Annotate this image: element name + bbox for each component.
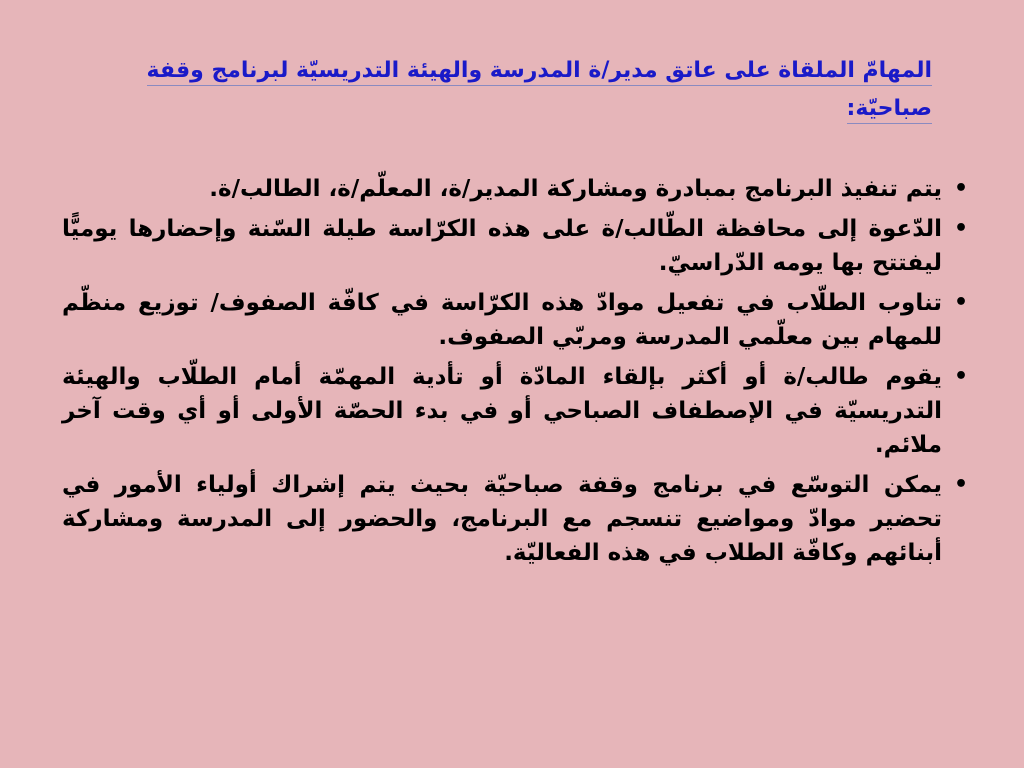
- bullet-text: الدّعوة إلى محافظة الطّالب/ة على هذه الكرّاسة طيلة السّنة وإحضارها يوميًّا ليفتتح بها يومه الدّراسيّ.: [62, 216, 942, 276]
- bullet-text: يتم تنفيذ البرنامج بمبادرة ومشاركة المدير/ة، المعلّم/ة، الطالب/ة.: [209, 176, 942, 202]
- bullet-text: يمكن التوسّع في برنامج وقفة صباحيّة بحيث يتم إشراك أولياء الأمور في تحضير موادّ ومواضيع تنسجم مع البرنامج، والحضور إلى المدرسة ومشاركة أبنائهم وكافّة الطلاب في هذه الفعاليّة.: [62, 472, 942, 566]
- bullet-dot-icon: •: [953, 364, 968, 389]
- bullet-dot-icon: •: [953, 216, 968, 241]
- bullet-list: [62, 172, 968, 576]
- bullet-text: تناوب الطلّاب في تفعيل موادّ هذه الكرّاسة في كافّة الصفوف/ توزيع منظّم للمهام بين معلّمي المدرسة ومربّي الصفوف.: [62, 290, 942, 350]
- bullet-dot-icon: •: [953, 176, 968, 201]
- slide-title: [72, 52, 932, 128]
- bullet-item: [62, 212, 968, 280]
- bullet-dot-icon: •: [953, 472, 968, 497]
- bullet-dot-icon: •: [953, 290, 968, 315]
- bullet-item: [62, 360, 968, 462]
- slide-title-text: المهامّ الملقاة على عاتق مدير/ة المدرسة والهيئة التدريسيّة لبرنامج وقفة صباحيّة:: [147, 58, 932, 124]
- bullet-item: [62, 286, 968, 354]
- bullet-text: يقوم طالب/ة أو أكثر بإلقاء المادّة أو تأدية المهمّة أمام الطلّاب والهيئة التدريسيّة في الإصطفاف الصباحي أو في بدء الحصّة الأولى أو أي وقت آخر ملائم.: [62, 364, 942, 458]
- bullet-item: [62, 468, 968, 570]
- bullet-item: [62, 172, 968, 206]
